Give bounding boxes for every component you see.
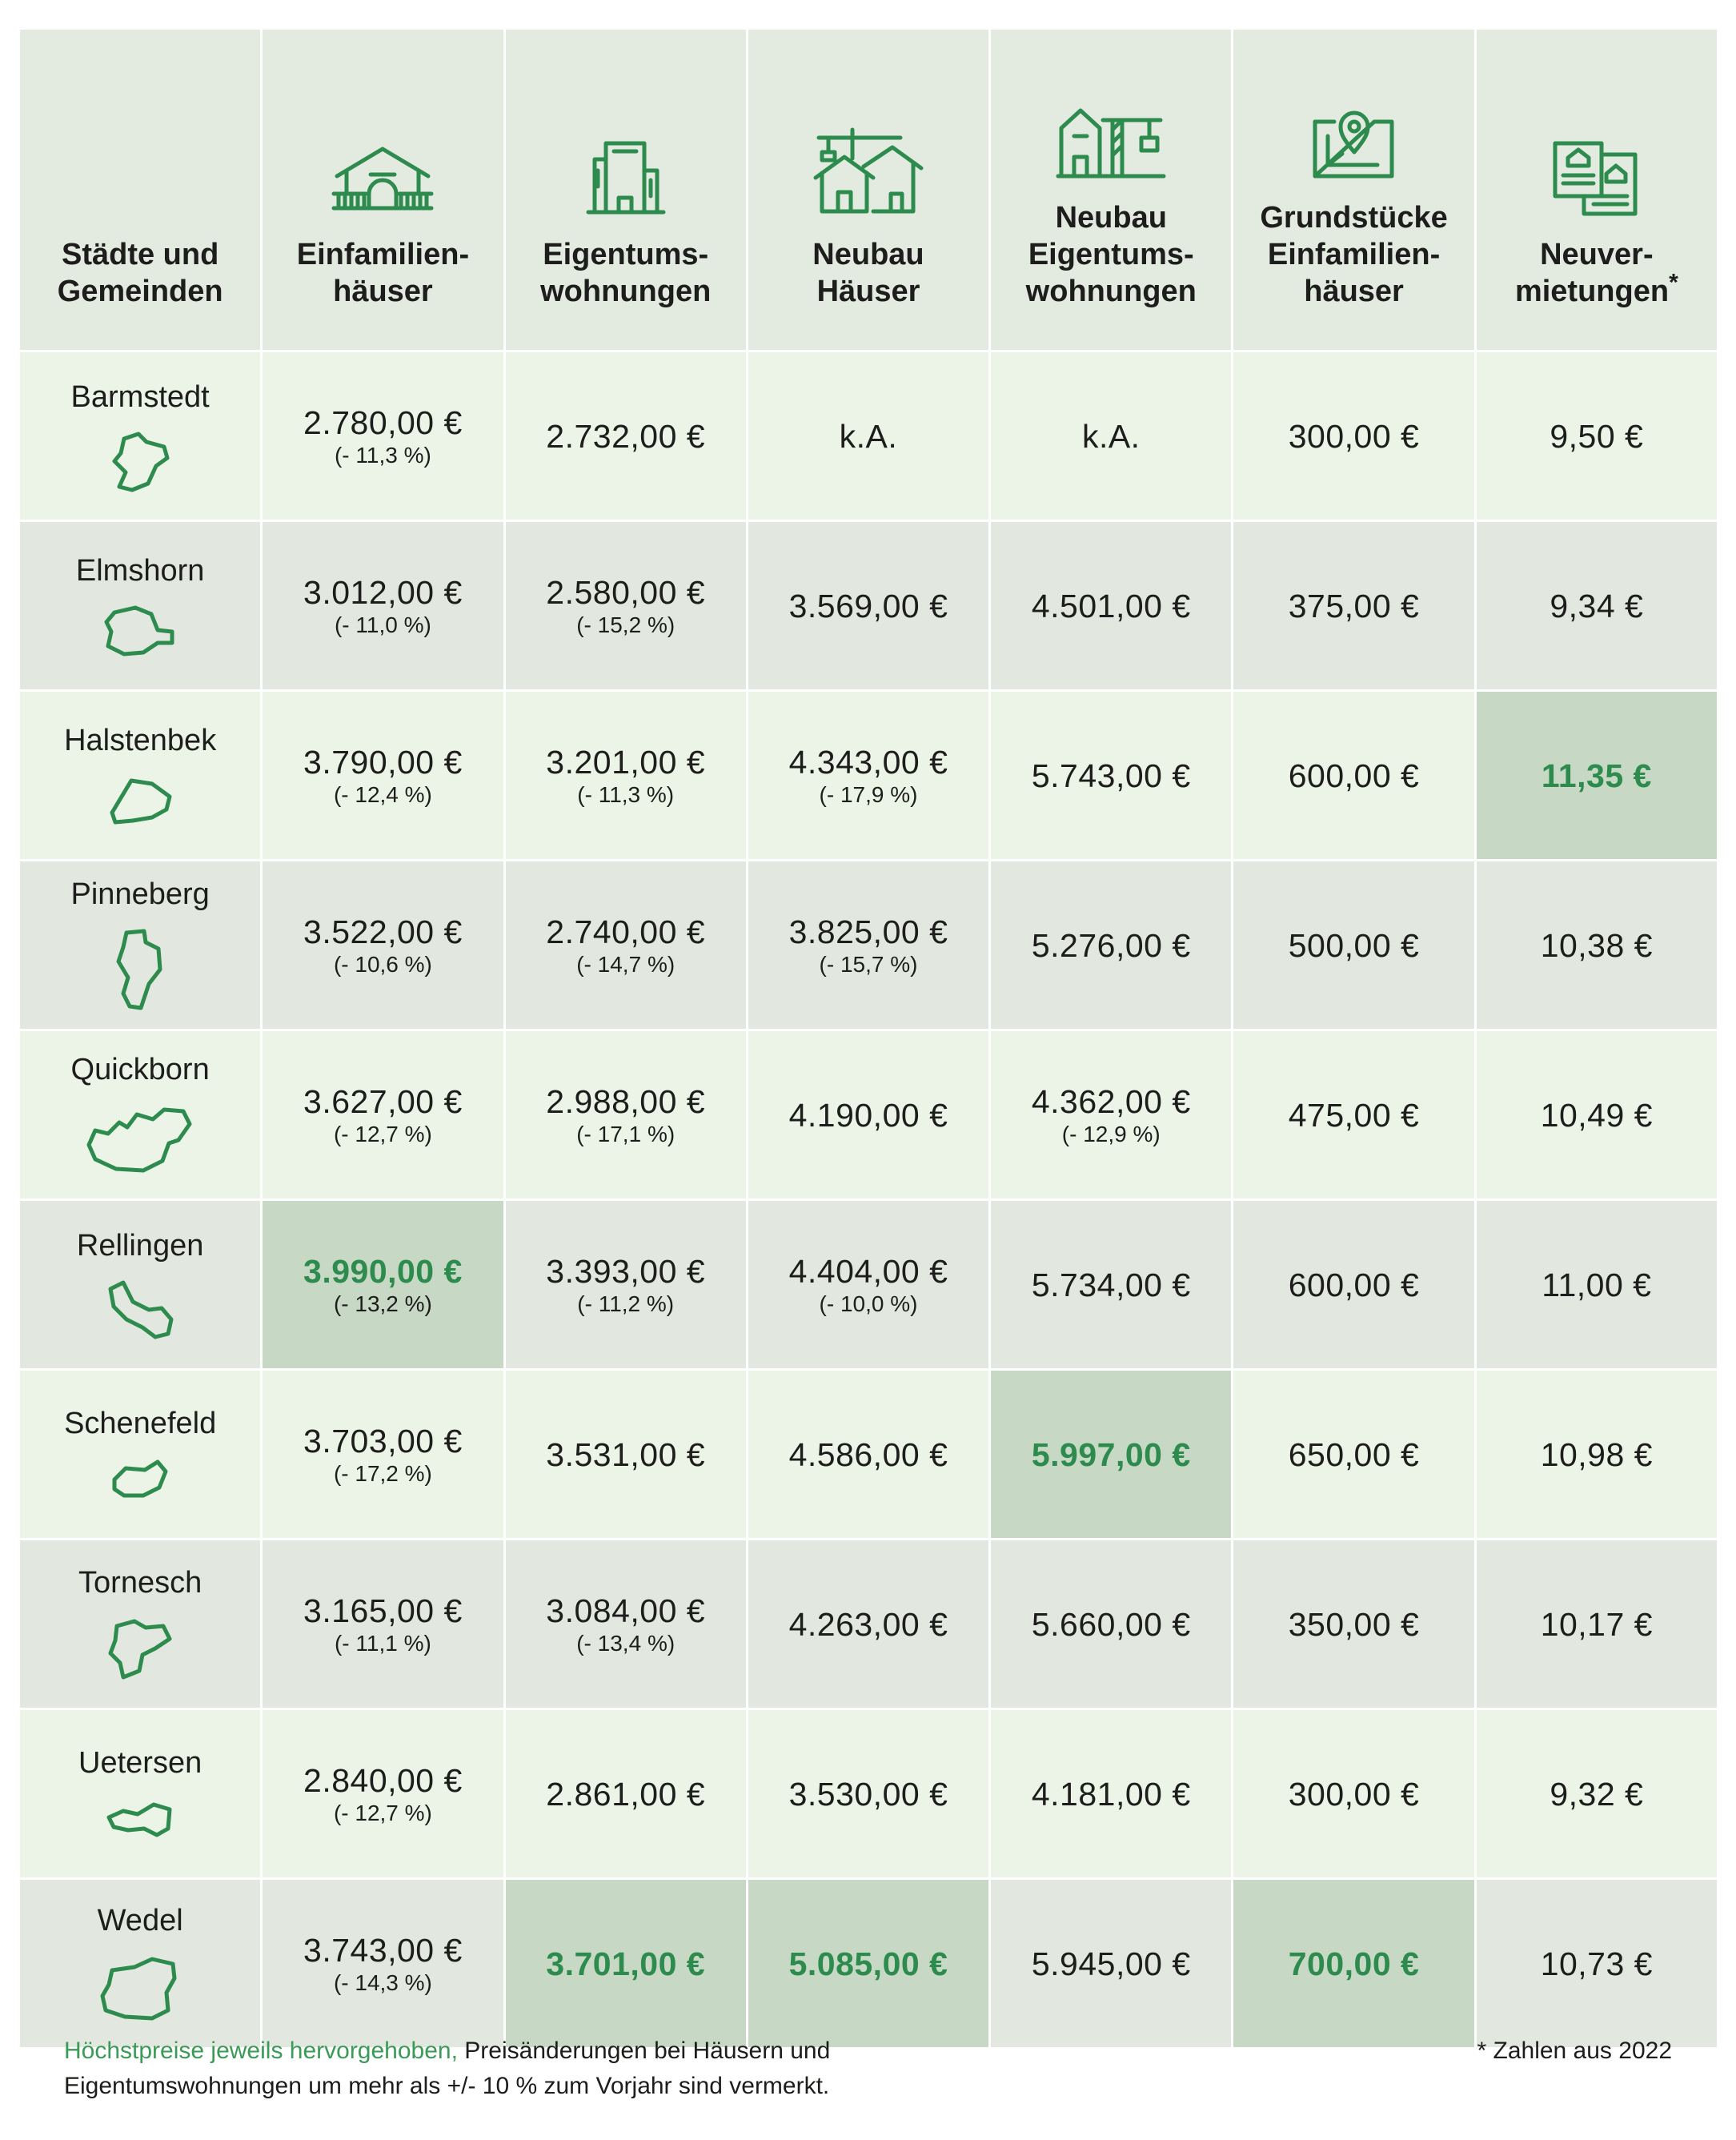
price-cell [506,1540,746,1708]
barmstedt-outline-icon [108,429,172,493]
price-cell [1477,1880,1717,2047]
city-cell [20,352,260,520]
price-value: 3.530,00 € [788,1775,948,1813]
table-row-pinneberg [20,861,1717,1029]
price-change: (- 17,2 %) [333,1460,432,1486]
price-cell [506,1371,746,1538]
price-change: (- 12,9 %) [1061,1121,1161,1146]
house-icon [331,143,435,219]
city-cell [20,1031,260,1198]
price-value: 5.945,00 € [1031,1945,1191,1982]
price-value: 3.165,00 € [303,1592,463,1629]
price-value: 9,50 € [1550,417,1644,455]
price-cell [1477,861,1717,1029]
city-name: Elmshorn [75,553,205,588]
header-cities [20,30,260,350]
price-value: 5.085,00 € [788,1945,948,1982]
price-value: 700,00 € [1288,1945,1420,1982]
highest-price-cell [1477,692,1717,859]
price-value: 3.012,00 € [303,573,463,611]
price-cell [1233,1540,1473,1708]
city-cell [20,1710,260,1877]
price-value: 2.988,00 € [546,1082,706,1120]
price-value: 4.404,00 € [788,1252,948,1290]
new-houses-crane-icon [812,126,924,219]
price-value: 3.569,00 € [788,587,948,624]
price-value: 9,32 € [1550,1775,1644,1813]
price-cell [1233,352,1473,520]
price-cell [1477,1371,1717,1538]
price-cell [748,352,988,520]
price-change: (- 14,7 %) [576,951,676,977]
price-cell [991,1710,1231,1877]
city-cell [20,1201,260,1368]
city-cell [20,692,260,859]
footer-note-line2: Eigentumswohnungen um mehr als +/- 10 % zum Vorjahr sind vermerkt. [64,2073,830,2099]
price-change: (- 10,6 %) [333,951,432,977]
price-change: (- 10,0 %) [819,1291,918,1316]
price-cell [991,1880,1231,2047]
price-value: k.A. [839,417,898,455]
schenefeld-outline-icon [108,1455,172,1504]
price-value: 5.660,00 € [1031,1605,1191,1643]
price-cell [263,1031,503,1198]
highest-price-cell [991,1371,1231,1538]
price-value: 2.580,00 € [546,573,706,611]
price-value: 4.190,00 € [788,1096,948,1134]
price-value: 2.740,00 € [546,913,706,950]
price-value: 10,98 € [1540,1435,1653,1473]
rellingen-outline-icon [104,1278,176,1342]
price-value: 600,00 € [1288,1266,1420,1303]
price-cell [748,1031,988,1198]
price-cell [263,522,503,689]
price-cell [506,1201,746,1368]
city-name: Pinneberg [70,877,210,911]
pinneberg-outline-icon [112,926,168,1014]
price-cell [748,861,988,1029]
price-value: 3.701,00 € [546,1945,706,1982]
city-name: Rellingen [76,1228,204,1263]
header-label-new-apartments: Neubau Eigentums- wohnungen [1025,201,1197,308]
price-cell [1233,1710,1473,1877]
price-cell [263,692,503,859]
header-col-2 [748,30,988,350]
footer-note [64,2034,830,2104]
table-row-rellingen [20,1201,1717,1368]
price-value: 3.703,00 € [303,1422,463,1459]
price-cell [748,522,988,689]
price-change: (- 17,1 %) [576,1121,676,1146]
price-cell [263,1371,503,1538]
price-cell [991,352,1231,520]
price-cell [748,1201,988,1368]
price-change: (- 12,7 %) [333,1800,432,1825]
price-cell [506,522,746,689]
price-cell [991,861,1231,1029]
price-cell [1233,692,1473,859]
price-change: (- 11,1 %) [334,1630,431,1656]
price-value: 4.343,00 € [788,743,948,781]
price-value: 375,00 € [1288,587,1420,624]
price-cell [748,1540,988,1708]
price-cell [506,1031,746,1198]
price-cell [506,352,746,520]
city-name: Tornesch [78,1566,202,1600]
price-cell [506,692,746,859]
price-cell [1477,1540,1717,1708]
city-cell [20,861,260,1029]
price-cell [263,1710,503,1877]
highest-price-cell [506,1880,746,2047]
price-value: 2.840,00 € [303,1761,463,1799]
price-value: 3.522,00 € [303,913,463,950]
city-cell [20,1371,260,1538]
price-value: 650,00 € [1288,1435,1420,1473]
table-row-barmstedt [20,352,1717,520]
highest-price-cell [263,1201,503,1368]
price-value: 2.780,00 € [303,404,463,441]
price-cell [1233,1201,1473,1368]
price-value: 10,38 € [1540,926,1653,964]
price-value: 300,00 € [1288,417,1420,455]
price-cell [1233,1371,1473,1538]
price-cell [1477,1031,1717,1198]
price-value: 4.181,00 € [1031,1775,1191,1813]
uetersen-outline-icon [104,1795,176,1843]
price-value: 350,00 € [1288,1605,1420,1643]
price-value: 10,73 € [1540,1945,1653,1982]
city-name: Halstenbek [64,723,217,757]
price-change: (- 15,7 %) [819,951,918,977]
price-cell [748,1371,988,1538]
price-change: (- 12,4 %) [333,781,432,807]
price-cell [1233,1031,1473,1198]
price-value: 3.825,00 € [788,913,948,950]
price-value: k.A. [1081,417,1141,455]
city-name: Barmstedt [70,379,210,414]
price-value: 11,35 € [1541,757,1652,794]
price-value: 10,49 € [1540,1096,1653,1134]
price-cell [748,692,988,859]
table-row-quickborn [20,1031,1717,1198]
price-value: 5.997,00 € [1031,1435,1191,1473]
price-cell [991,522,1231,689]
highest-price-cell [748,1880,988,2047]
price-value: 3.084,00 € [546,1592,706,1629]
price-cell [263,861,503,1029]
new-apartment-crane-icon [1055,106,1167,182]
table-row-elmshorn [20,522,1717,689]
city-cell [20,1540,260,1708]
price-change: (- 11,0 %) [334,612,431,637]
price-value: 5.276,00 € [1031,926,1191,964]
price-cell [263,1880,503,2047]
price-cell [1477,1710,1717,1877]
table-row-schenefeld [20,1371,1717,1538]
price-change: (- 12,7 %) [333,1121,432,1146]
price-change: (- 13,2 %) [333,1291,432,1316]
price-value: 500,00 € [1288,926,1420,964]
rental-documents-icon [1549,139,1645,219]
price-value: 3.790,00 € [303,743,463,781]
table-row-halstenbek [20,692,1717,859]
city-name: Wedel [97,1903,183,1937]
price-value: 2.732,00 € [546,417,706,455]
price-value: 3.201,00 € [546,743,706,781]
footer-note-text: Preisänderungen bei Häusern und [457,2038,831,2064]
elmshorn-outline-icon [100,603,180,659]
price-cell [506,1710,746,1877]
price-value: 4.586,00 € [788,1435,948,1473]
header-label-houses: Einfamilien- häuser [296,238,470,308]
price-value: 475,00 € [1288,1096,1420,1134]
price-value: 3.990,00 € [303,1252,463,1290]
price-cell [1233,861,1473,1029]
price-cell [1477,1201,1717,1368]
price-cell [1233,522,1473,689]
tornesch-outline-icon [104,1615,176,1683]
highest-price-cell [1233,1880,1473,2047]
price-change: (- 11,3 %) [334,442,431,468]
header-label-cities: Städte und Gemeinden [57,238,223,308]
price-cell [506,861,746,1029]
footer-note-highlight: Höchstpreise jeweils hervorgehoben, [64,2038,458,2064]
header-col-0 [263,30,503,350]
price-table [18,27,1719,2050]
price-value: 3.743,00 € [303,1931,463,1969]
header-col-4 [1233,30,1473,350]
price-cell [991,1201,1231,1368]
price-change: (- 15,2 %) [576,612,676,637]
city-cell [20,1880,260,2047]
halstenbek-outline-icon [104,773,176,829]
table-row-uetersen [20,1710,1717,1877]
city-name: Uetersen [78,1745,202,1780]
header-label-new-houses: Neubau Häuser [812,238,924,308]
price-cell [1477,522,1717,689]
price-value: 9,34 € [1550,587,1644,624]
price-value: 4.263,00 € [788,1605,948,1643]
plot-map-pin-icon [1310,106,1398,182]
price-value: 3.393,00 € [546,1252,706,1290]
header-label-rentals: Neuver- mietungen* [1514,238,1678,308]
price-value: 4.362,00 € [1031,1082,1191,1120]
price-cell [263,1540,503,1708]
price-value: 4.501,00 € [1031,587,1191,624]
footer-source: * Zahlen aus 2022 [1477,2038,1672,2064]
price-cell [748,1710,988,1877]
header-col-1 [506,30,746,350]
header-col-3 [991,30,1231,350]
wedel-outline-icon [96,1953,184,2025]
price-change: (- 11,2 %) [577,1291,675,1316]
price-value: 5.743,00 € [1031,757,1191,794]
header-col-5 [1477,30,1717,350]
price-change: (- 13,4 %) [576,1630,676,1656]
price-change: (- 11,3 %) [577,781,675,807]
price-value: 3.531,00 € [546,1435,706,1473]
city-name: Schenefeld [64,1406,217,1440]
price-value: 5.734,00 € [1031,1266,1191,1303]
city-cell [20,522,260,689]
price-value: 300,00 € [1288,1775,1420,1813]
price-value: 3.627,00 € [303,1082,463,1120]
header-label-apartments: Eigentums- wohnungen [540,238,712,308]
apartment-building-icon [582,139,670,219]
quickborn-outline-icon [84,1102,196,1178]
price-value: 2.861,00 € [546,1775,706,1813]
table-row-tornesch [20,1540,1717,1708]
city-name: Quickborn [70,1053,210,1086]
price-cell [991,692,1231,859]
price-cell [991,1031,1231,1198]
price-change: (- 17,9 %) [819,781,918,807]
price-cell [991,1540,1231,1708]
header-row [20,30,1717,350]
price-value: 600,00 € [1288,757,1420,794]
price-cell [263,352,503,520]
header-label-plots: Grundstücke Einfamilien- häuser [1260,201,1448,308]
price-value: 10,17 € [1540,1605,1653,1643]
table-row-wedel [20,1880,1717,2047]
price-change: (- 14,3 %) [333,1969,432,1995]
price-value: 11,00 € [1542,1266,1652,1303]
price-cell [1477,352,1717,520]
